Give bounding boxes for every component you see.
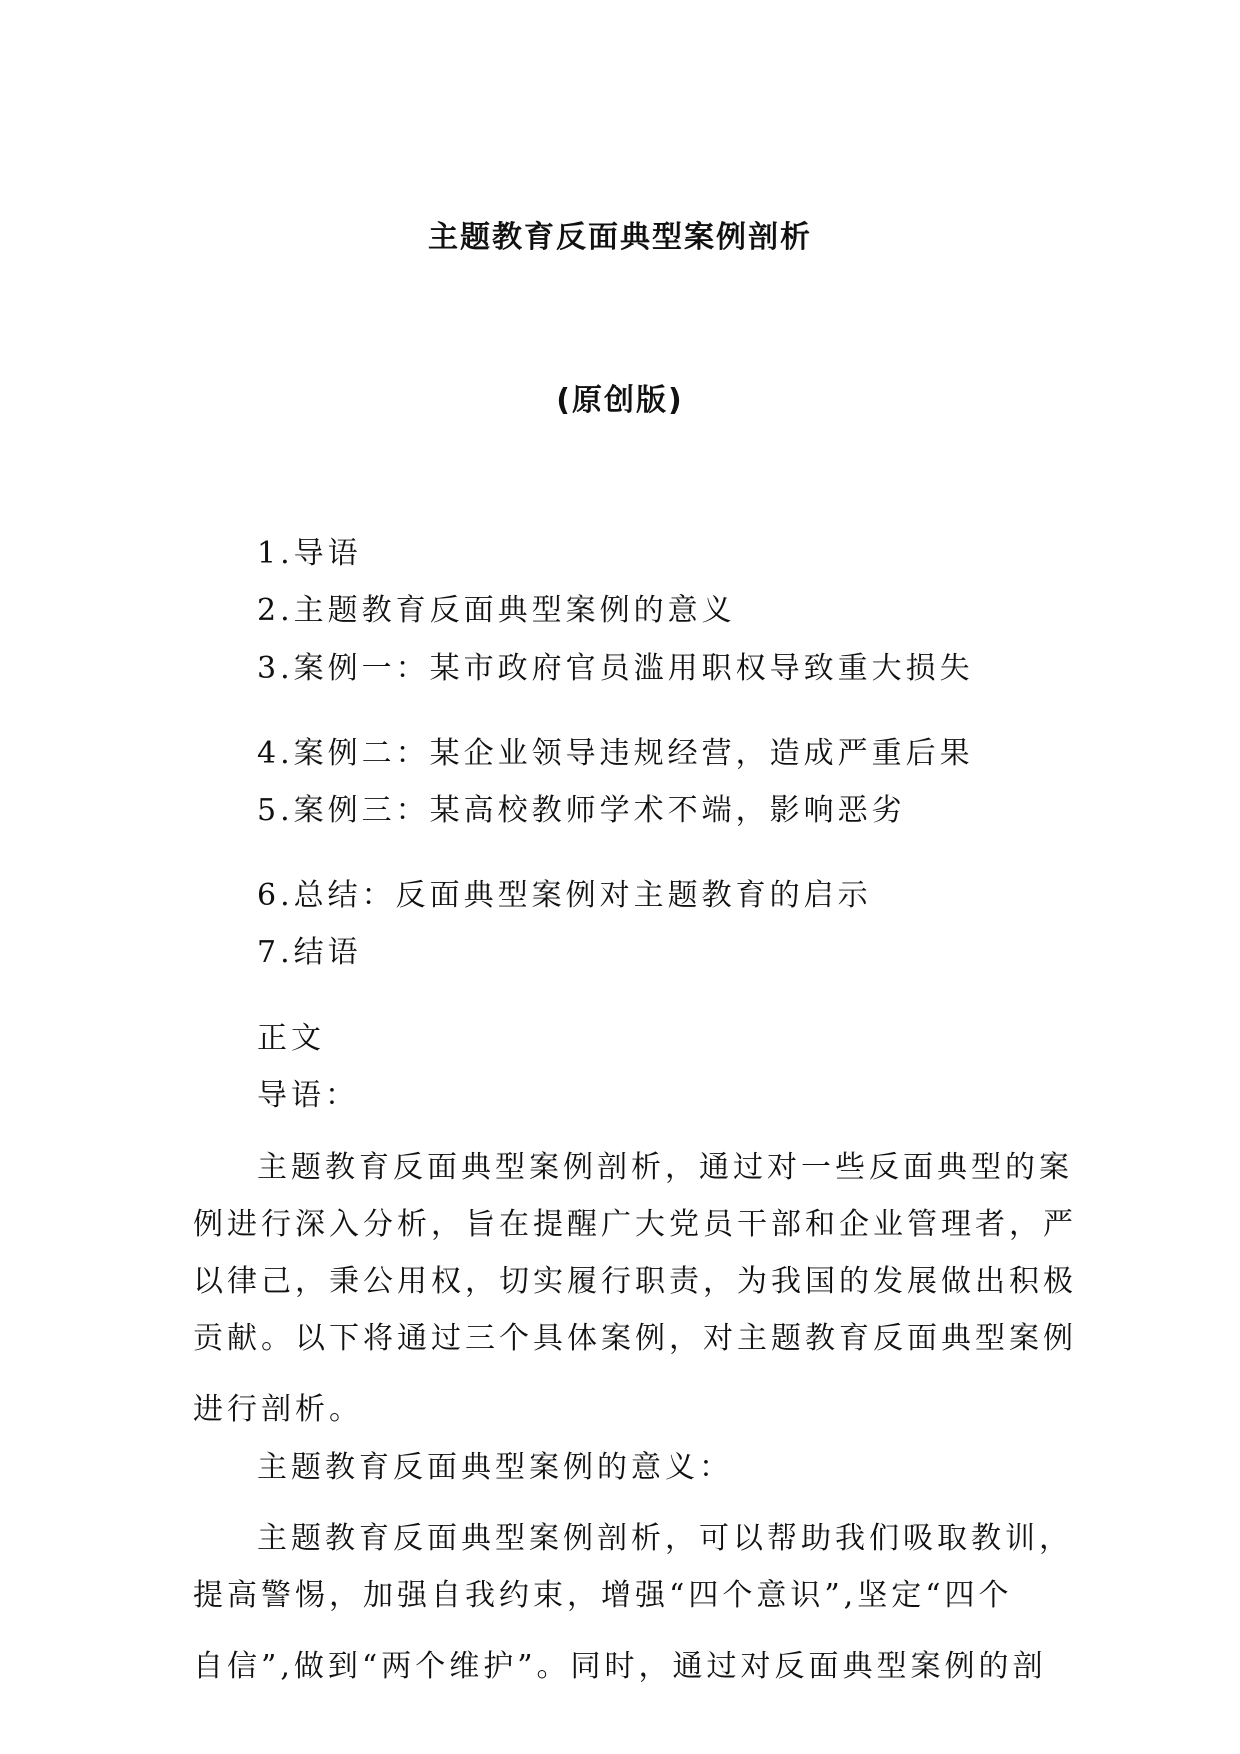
significance-paragraph-line: 自信”,做到“两个维护”。同时，通过对反面典型案例的剖 [193, 1649, 1047, 1684]
intro-paragraph-line: 进行剖析。 [193, 1392, 363, 1427]
intro-paragraph-line: 例进行深入分析，旨在提醒广大党员干部和企业管理者，严 [193, 1207, 1077, 1242]
toc-item: 3.案例一：某市政府官员滥用职权导致重大损失 [257, 651, 974, 686]
toc-item: 1.导语 [257, 536, 362, 571]
intro-paragraph-line: 主题教育反面典型案例剖析，通过对一些反面典型的案 [257, 1150, 1073, 1185]
body-heading: 正文 [257, 1021, 325, 1056]
significance-paragraph-line: 提高警惕，加强自我约束，增强“四个意识”,坚定“四个 [193, 1578, 1013, 1613]
toc-item: 5.案例三：某高校教师学术不端，影响恶劣 [257, 793, 906, 828]
document-subtitle: (原创版) [556, 383, 684, 418]
intro-paragraph-line: 以律己，秉公用权，切实履行职责，为我国的发展做出积极 [193, 1264, 1077, 1299]
intro-heading: 导语： [257, 1078, 359, 1113]
significance-heading: 主题教育反面典型案例的意义： [257, 1450, 733, 1485]
toc-item: 6.总结：反面典型案例对主题教育的启示 [257, 878, 872, 913]
toc-item: 4.案例二：某企业领导违规经营，造成严重后果 [257, 736, 974, 771]
document-title: 主题教育反面典型案例剖析 [428, 220, 812, 255]
intro-paragraph-line: 贡献。以下将通过三个具体案例，对主题教育反面典型案例 [193, 1321, 1077, 1356]
toc-item: 7.结语 [257, 935, 362, 970]
significance-paragraph-line: 主题教育反面典型案例剖析，可以帮助我们吸取教训， [257, 1521, 1073, 1556]
toc-item: 2.主题教育反面典型案例的意义 [257, 593, 736, 628]
